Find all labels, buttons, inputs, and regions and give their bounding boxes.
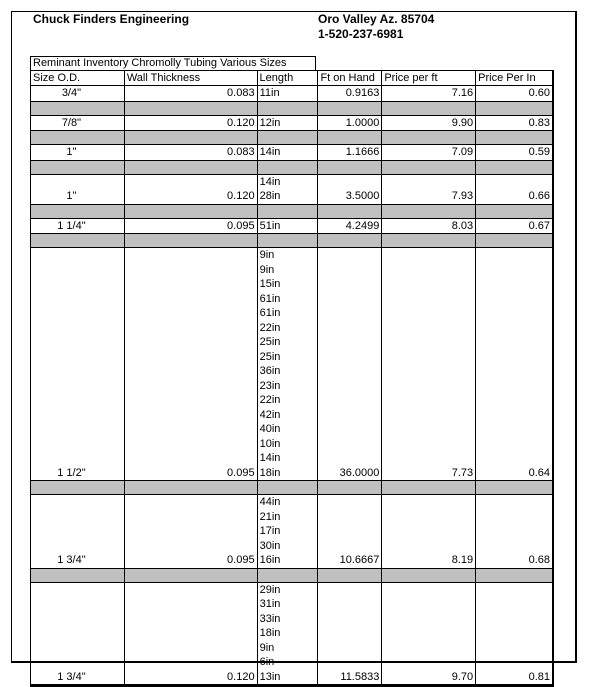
price-per-ft-cell: 8.19 <box>382 495 476 569</box>
table-row <box>31 583 552 686</box>
wall-thickness-cell: 0.083 <box>125 86 258 102</box>
separator-cell <box>258 234 319 248</box>
wall-thickness-cell: 0.120 <box>125 583 258 686</box>
length-value: 22in <box>259 321 281 334</box>
length-value: 28in <box>259 190 281 202</box>
length-value: 17in <box>259 525 281 537</box>
table-row <box>31 86 552 102</box>
separator-cell <box>318 234 382 248</box>
table-caption: Reminant Inventory Chromolly Tubing Various Sizes <box>30 56 316 70</box>
length-value: 40in <box>259 423 281 435</box>
separator-cell <box>258 102 319 116</box>
separator-cell <box>125 161 258 175</box>
length-value: 23in <box>259 379 281 392</box>
price-per-in-cell: 0.66 <box>476 175 552 205</box>
price-per-ft-cell: 7.73 <box>382 248 476 481</box>
length-value: 14in <box>259 175 281 188</box>
separator-cell <box>318 481 382 495</box>
separator-cell <box>31 161 125 175</box>
length-value: 14in <box>259 146 281 158</box>
inventory-table <box>30 70 554 687</box>
length-value: 10in <box>259 437 281 450</box>
separator-cell <box>318 205 382 219</box>
size-cell: 3/4" <box>31 86 125 102</box>
size-cell: 1 3/4" <box>31 583 125 686</box>
ft-on-hand-cell: 11.5833 <box>318 583 382 686</box>
length-value: 61in <box>259 307 281 319</box>
length-value: 12in <box>259 116 281 129</box>
separator-cell <box>125 481 258 495</box>
separator-cell <box>476 161 552 175</box>
length-value: 51in <box>259 219 281 232</box>
length-value: 9in <box>259 249 275 261</box>
separator-cell <box>382 102 476 116</box>
length-cell <box>258 219 319 235</box>
ft-on-hand-cell: 10.6667 <box>318 495 382 569</box>
separator-cell <box>382 569 476 583</box>
company-phone: 1-520-237-6981 <box>318 27 404 41</box>
wall-thickness-cell: 0.120 <box>125 116 258 132</box>
size-cell: 7/8" <box>31 116 125 132</box>
table-row <box>31 145 552 161</box>
column-header: Price Per In <box>476 71 552 86</box>
separator-row <box>31 131 552 145</box>
length-cell <box>258 175 319 205</box>
length-value: 21in <box>259 510 281 523</box>
table-row <box>31 175 552 205</box>
separator-cell <box>382 131 476 145</box>
separator-cell <box>476 102 552 116</box>
price-per-in-cell: 0.59 <box>476 145 552 161</box>
wall-thickness-cell: 0.095 <box>125 219 258 235</box>
length-value: 61in <box>259 292 281 305</box>
length-value: 14in <box>259 452 281 464</box>
separator-cell <box>318 131 382 145</box>
wall-thickness-cell: 0.095 <box>125 248 258 481</box>
separator-row <box>31 569 552 583</box>
length-value: 44in <box>259 496 281 508</box>
separator-cell <box>476 481 552 495</box>
separator-cell <box>125 569 258 583</box>
length-value: 29in <box>259 583 281 596</box>
company-address <box>318 12 434 42</box>
length-cell <box>258 116 319 132</box>
ft-on-hand-cell: 1.1666 <box>318 145 382 161</box>
length-value: 30in <box>259 539 281 552</box>
separator-row <box>31 161 552 175</box>
table-row <box>31 116 552 132</box>
length-value: 25in <box>259 336 281 348</box>
price-per-in-cell: 0.83 <box>476 116 552 132</box>
separator-cell <box>125 102 258 116</box>
separator-cell <box>382 161 476 175</box>
length-cell <box>258 248 319 481</box>
size-cell: 1 3/4" <box>31 495 125 569</box>
price-per-in-cell: 0.81 <box>476 583 552 686</box>
price-per-in-cell: 0.67 <box>476 219 552 235</box>
length-cell <box>258 145 319 161</box>
separator-cell <box>476 205 552 219</box>
length-value: 33in <box>259 612 281 625</box>
length-value: 25in <box>259 350 281 363</box>
column-header: Price per ft <box>382 71 476 86</box>
table-header-row <box>31 71 552 86</box>
wall-thickness-cell: 0.083 <box>125 145 258 161</box>
table-row <box>31 495 552 569</box>
separator-cell <box>31 234 125 248</box>
price-per-ft-cell: 9.70 <box>382 583 476 686</box>
price-per-ft-cell: 9.90 <box>382 116 476 132</box>
size-cell: 1 1/2" <box>31 248 125 481</box>
separator-cell <box>258 481 319 495</box>
separator-cell <box>125 205 258 219</box>
ft-on-hand-cell: 0.9163 <box>318 86 382 102</box>
length-value: 9in <box>259 263 275 276</box>
separator-cell <box>382 205 476 219</box>
separator-cell <box>31 481 125 495</box>
separator-row <box>31 102 552 116</box>
separator-cell <box>31 205 125 219</box>
separator-cell <box>258 131 319 145</box>
ft-on-hand-cell: 4.2499 <box>318 219 382 235</box>
size-cell: 1 1/4" <box>31 219 125 235</box>
table-row <box>31 219 552 235</box>
separator-cell <box>476 131 552 145</box>
length-cell <box>258 495 319 569</box>
separator-cell <box>31 569 125 583</box>
size-cell: 1" <box>31 175 125 205</box>
price-per-ft-cell: 7.16 <box>382 86 476 102</box>
separator-cell <box>258 161 319 175</box>
separator-cell <box>31 131 125 145</box>
length-value: 18in <box>259 466 281 479</box>
length-cell <box>258 583 319 686</box>
separator-cell <box>125 131 258 145</box>
length-value: 31in <box>259 598 281 610</box>
price-per-ft-cell: 7.93 <box>382 175 476 205</box>
length-value: 9in <box>259 641 275 654</box>
length-value: 22in <box>259 394 281 406</box>
column-header: Ft on Hand <box>318 71 382 86</box>
separator-cell <box>258 205 319 219</box>
length-value: 18in <box>259 627 281 639</box>
price-per-in-cell: 0.64 <box>476 248 552 481</box>
company-city: Oro Valley Az. 85704 <box>318 12 435 26</box>
separator-row <box>31 205 552 219</box>
ft-on-hand-cell: 3.5000 <box>318 175 382 205</box>
size-cell: 1" <box>31 145 125 161</box>
wall-thickness-cell: 0.120 <box>125 175 258 205</box>
separator-row <box>31 234 552 248</box>
separator-cell <box>382 234 476 248</box>
length-value: 13in <box>259 670 281 683</box>
separator-cell <box>318 102 382 116</box>
price-per-ft-cell: 7.09 <box>382 145 476 161</box>
length-value: 6in <box>259 656 275 668</box>
separator-cell <box>31 102 125 116</box>
length-value: 42in <box>259 408 281 421</box>
separator-cell <box>382 481 476 495</box>
company-name: Chuck Finders Engineering <box>33 12 190 26</box>
length-value: 11in <box>259 87 280 99</box>
price-per-ft-cell: 8.03 <box>382 219 476 235</box>
length-value: 15in <box>259 278 281 290</box>
separator-cell <box>476 569 552 583</box>
separator-cell <box>318 161 382 175</box>
ft-on-hand-cell: 1.0000 <box>318 116 382 132</box>
separator-cell <box>258 569 319 583</box>
separator-cell <box>318 569 382 583</box>
separator-row <box>31 481 552 495</box>
length-cell <box>258 86 319 102</box>
ft-on-hand-cell: 36.0000 <box>318 248 382 481</box>
table-row <box>31 248 552 481</box>
column-header: Length <box>258 71 319 86</box>
column-header: Wall Thickness <box>125 71 258 86</box>
separator-cell <box>125 234 258 248</box>
column-header: Size O.D. <box>31 71 125 86</box>
price-per-in-cell: 0.60 <box>476 86 552 102</box>
price-per-in-cell: 0.68 <box>476 495 552 569</box>
length-value: 16in <box>259 554 281 566</box>
separator-cell <box>476 234 552 248</box>
length-value: 36in <box>259 365 281 377</box>
wall-thickness-cell: 0.095 <box>125 495 258 569</box>
